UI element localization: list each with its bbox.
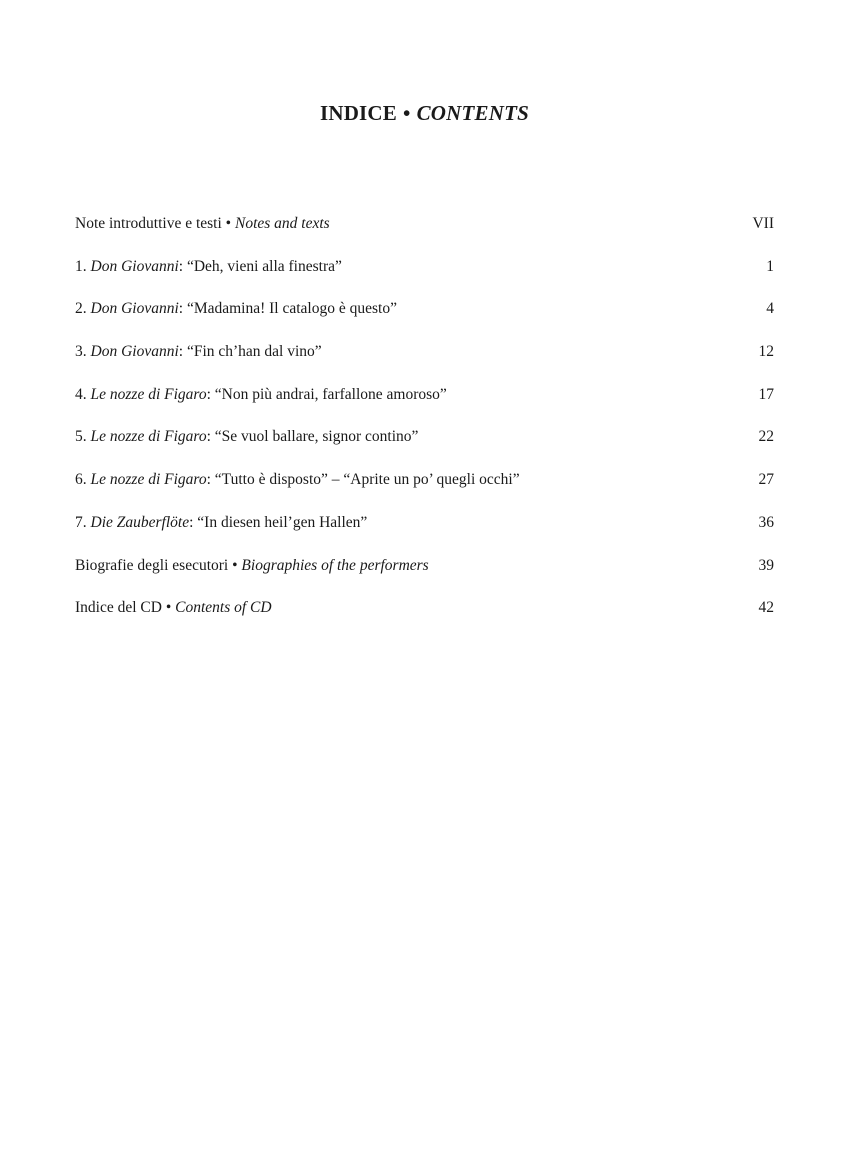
- toc-row: [75, 509, 774, 552]
- toc-entry-text: : “Se vuol ballare, signor contino”: [206, 428, 419, 446]
- toc-row: [75, 466, 774, 509]
- toc-entry-text: Note introduttive e testi: [75, 215, 226, 232]
- toc-entry-italic: Contents of CD: [171, 599, 272, 617]
- page-title: [0, 101, 849, 126]
- toc-entry-text: 4.: [75, 385, 91, 403]
- toc-entry-title: [75, 555, 429, 577]
- toc-entry-title: [75, 426, 418, 448]
- toc-row: [75, 423, 774, 466]
- toc-row: [75, 338, 774, 381]
- toc-row: [75, 381, 774, 424]
- toc-page-number: 42: [758, 599, 774, 617]
- toc-entry-text: 7.: [75, 513, 91, 531]
- toc-entry-text: Indice del CD: [75, 599, 166, 617]
- toc-row: [75, 594, 774, 637]
- toc-entry-text: : “Tutto è disposto” – “Aprite un po’ quegli occhi”: [206, 471, 520, 489]
- toc-entry-text: 5.: [75, 428, 91, 446]
- toc-entry-italic: Le nozze di Figaro: [90, 385, 207, 403]
- toc-entry-text: : “Deh, vieni alla finestra”: [178, 257, 342, 275]
- toc-entry-italic: Le nozze di Figaro: [90, 428, 207, 446]
- toc-row: [75, 253, 774, 296]
- title-main: INDICE: [319, 101, 398, 125]
- toc-entry-italic: Biographies of the performers: [237, 556, 429, 574]
- toc-page-number: 12: [758, 343, 774, 361]
- toc-entry-italic: Don Giovanni: [90, 257, 179, 275]
- table-of-contents: [75, 210, 774, 637]
- toc-page-number: 36: [758, 513, 774, 531]
- toc-entry-text: 1.: [75, 257, 91, 275]
- toc-page-number: VII: [752, 215, 774, 232]
- toc-page-number: 1: [766, 257, 774, 275]
- toc-entry-text: : “Non più andrai, farfallone amoroso”: [206, 385, 447, 403]
- toc-page-number: 4: [766, 300, 774, 318]
- toc-entry-italic: Le nozze di Figaro: [90, 471, 207, 489]
- toc-entry-title: [75, 512, 367, 534]
- title-italic: CONTENTS: [416, 101, 530, 125]
- toc-page-number: 27: [758, 471, 774, 489]
- title-separator: •: [403, 101, 411, 125]
- toc-entry-text: 2.: [75, 300, 91, 318]
- toc-row: [75, 552, 774, 595]
- toc-entry-title: [75, 597, 272, 619]
- toc-entry-text: : “Fin ch’han dal vino”: [178, 343, 322, 361]
- toc-bullet: •: [225, 215, 232, 232]
- toc-entry-title: [75, 469, 520, 491]
- toc-entry-text: Biografie degli esecutori: [75, 556, 233, 574]
- toc-entry-title: [75, 341, 322, 363]
- toc-bullet: •: [232, 556, 238, 574]
- toc-entry-italic: Notes and texts: [231, 215, 330, 232]
- toc-entry-title: [75, 298, 397, 320]
- toc-row: [75, 295, 774, 338]
- toc-entry-title: [75, 256, 342, 278]
- toc-entry-text: 3.: [75, 343, 91, 361]
- toc-entry-italic: Don Giovanni: [90, 300, 179, 318]
- toc-entry-text: : “In diesen heil’gen Hallen”: [189, 513, 368, 531]
- toc-row: [75, 210, 774, 253]
- toc-entry-italic: Die Zauberflöte: [90, 513, 190, 531]
- toc-entry-title: [75, 213, 330, 235]
- toc-entry-text: : “Madamina! Il catalogo è questo”: [178, 300, 397, 318]
- toc-entry-title: [75, 384, 447, 406]
- toc-page-number: 17: [758, 385, 774, 403]
- toc-entry-text: 6.: [75, 471, 91, 489]
- toc-entry-italic: Don Giovanni: [90, 343, 179, 361]
- toc-page-number: 22: [758, 428, 774, 446]
- toc-page-number: 39: [758, 556, 774, 574]
- toc-bullet: •: [165, 599, 172, 617]
